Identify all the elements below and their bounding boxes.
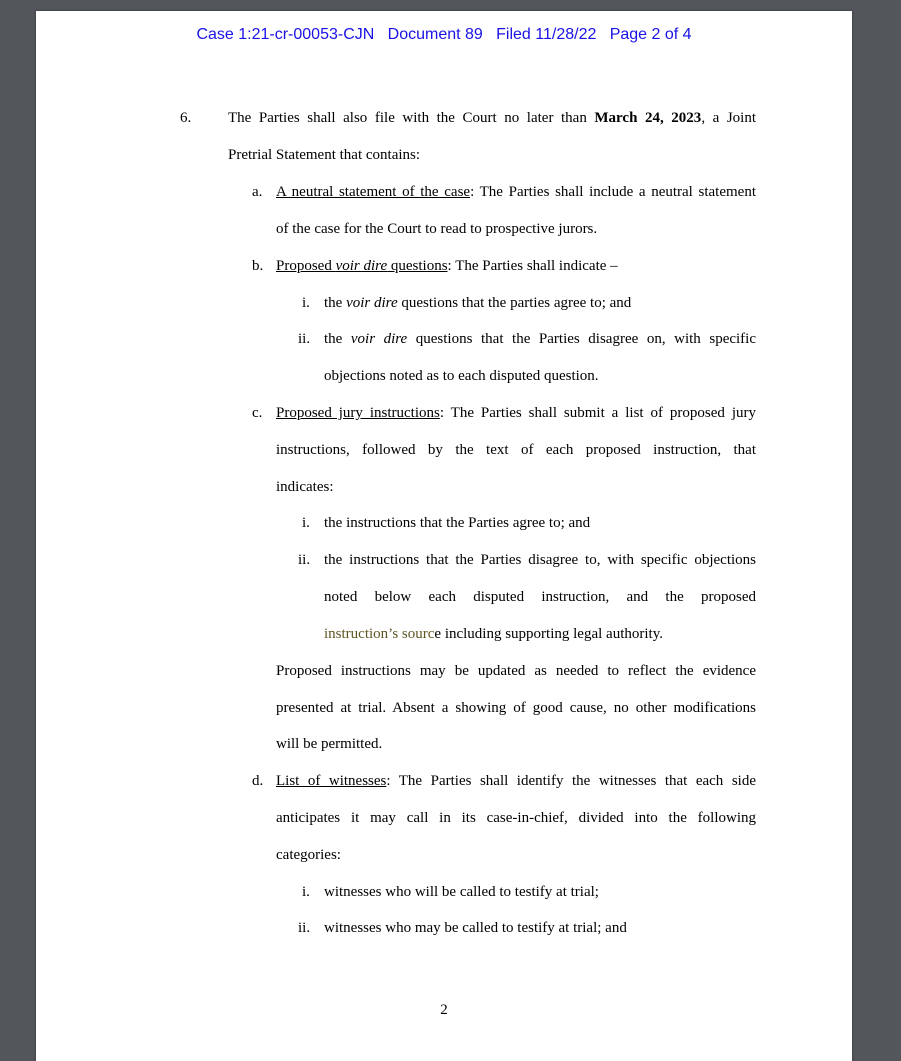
item-a-marker: a.	[252, 184, 263, 200]
item-b-i-text: the voir dire questions that the parties agree to; and	[324, 295, 632, 311]
item-d-line-3: categories:	[276, 847, 341, 863]
item-d-marker: d.	[252, 773, 264, 789]
document-page	[36, 11, 852, 1061]
item-d-ii-marker: ii.	[298, 920, 311, 936]
paragraph-number: 6.	[180, 110, 192, 126]
item-a-line-2: of the case for the Court to read to prospective jurors.	[276, 221, 598, 237]
item-b-i-marker: i.	[302, 295, 310, 311]
item-b-marker: b.	[252, 258, 264, 274]
item-c-i-marker: i.	[302, 515, 310, 531]
item-c-marker: c.	[252, 405, 263, 421]
item-c-note-line-1: Proposed instructions may be updated as needed to reflect the evidence	[276, 663, 756, 679]
item-c-note-line-3: will be permitted.	[276, 736, 383, 752]
item-d-ii-text: witnesses who may be called to testify at trial; and	[324, 920, 627, 936]
item-c-line-2: instructions, followed by the text of each proposed instruction, that	[276, 442, 756, 458]
paragraph-6-line-1: The Parties shall also file with the Court no later than March 24, 2023, a Joint	[228, 110, 757, 126]
item-c-ii-line-2: noted below each disputed instruction, and the proposed	[324, 589, 756, 605]
item-c-ii-line-1: the instructions that the Parties disagree to, with specific objections	[324, 552, 756, 568]
item-c-ii-marker: ii.	[298, 552, 311, 568]
item-b-ii-line-1: the voir dire questions that the Parties disagree on, with specific	[324, 331, 756, 347]
item-b-ii-marker: ii.	[298, 331, 311, 347]
item-d-line-2: anticipates it may call in its case-in-chief, divided into the following	[276, 810, 756, 826]
item-c-line-3: indicates:	[276, 479, 334, 495]
page-number: 2	[440, 1002, 448, 1018]
paragraph-6-line-2: Pretrial Statement that contains:	[228, 147, 421, 163]
item-a-line-1: A neutral statement of the case: The Parties shall include a neutral statement	[276, 184, 756, 200]
item-d-line-1: List of witnesses: The Parties shall identify the witnesses that each side	[276, 773, 756, 789]
item-c-ii-line-3: instruction’s source including supporting legal authority.	[324, 626, 663, 642]
item-b-line-1: Proposed voir dire questions: The Parties shall indicate –	[276, 258, 618, 274]
case-header: Case 1:21-cr-00053-CJN Document 89 Filed 11/28/22 Page 2 of 4	[196, 26, 692, 43]
item-d-i-text: witnesses who will be called to testify at trial;	[324, 884, 599, 900]
item-c-i-text: the instructions that the Parties agree to; and	[324, 515, 591, 531]
item-b-ii-line-2: objections noted as to each disputed question.	[324, 368, 599, 384]
item-c-line-1: Proposed jury instructions: The Parties shall submit a list of proposed jury	[276, 405, 756, 421]
item-c-note-line-2: presented at trial. Absent a showing of good cause, no other modifications	[276, 700, 756, 716]
item-d-i-marker: i.	[302, 884, 310, 900]
